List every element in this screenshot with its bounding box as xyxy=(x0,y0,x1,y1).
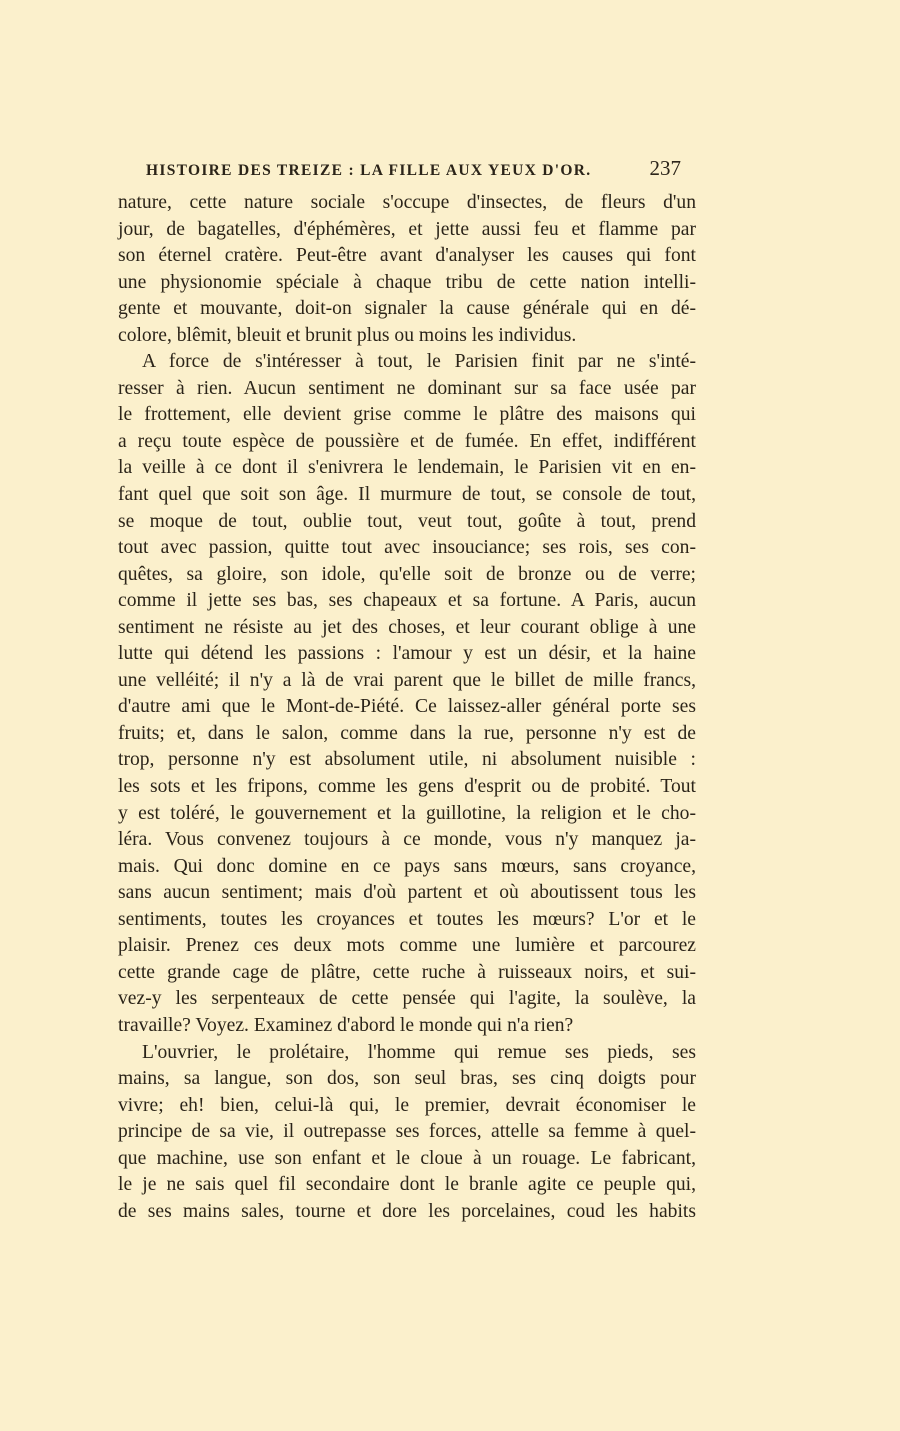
text-line: son éternel cratère. Peut-être avant d'analyser les causes qui font xyxy=(118,245,696,267)
text-line: sentiments, toutes les croyances et toutes les mœurs? L'or et le xyxy=(118,908,696,930)
text-line: le je ne sais quel fil secondaire dont le branle agite ce peuple qui, xyxy=(118,1174,696,1196)
text-line: lutte qui détend les passions : l'amour y est un désir, et la haine xyxy=(118,643,696,665)
running-header xyxy=(146,156,681,186)
text-line: travaille? Voyez. Examinez d'abord le monde qui n'a rien? xyxy=(118,1014,574,1036)
text-line: jour, de bagatelles, d'éphémères, et jette aussi feu et flamme par xyxy=(118,218,696,240)
text-line: que machine, use son enfant et le cloue à un rouage. Le fabricant, xyxy=(118,1147,696,1169)
text-line: une velléité; il n'y a là de vrai parent que le billet de mille francs, xyxy=(118,669,696,691)
text-line: sentiment ne résiste au jet des choses, et leur courant oblige à une xyxy=(118,616,696,638)
text-line: a reçu toute espèce de poussière et de fumée. En effet, indifférent xyxy=(118,430,696,452)
text-line: vivre; eh! bien, celui-là qui, le premier, devrait économiser le xyxy=(118,1094,696,1116)
text-line: fant quel que soit son âge. Il murmure de tout, se console de tout, xyxy=(118,484,696,506)
text-line: de ses mains sales, tourne et dore les porcelaines, coud les habits xyxy=(118,1200,696,1222)
text-line: d'autre ami que le Mont-de-Piété. Ce laissez-aller général porte ses xyxy=(118,696,696,718)
text-line: trop, personne n'y est absolument utile, ni absolument nuisible : xyxy=(118,749,696,771)
text-line: le frottement, elle devient grise comme le plâtre des maisons qui xyxy=(118,404,696,426)
page-number: 237 xyxy=(649,156,681,180)
text-line: mains, sa langue, son dos, son seul bras, ses cinq doigts pour xyxy=(118,1068,696,1090)
text-line: léra. Vous convenez toujours à ce monde, vous n'y manquez ja- xyxy=(118,829,696,851)
text-line: plaisir. Prenez ces deux mots comme une lumière et parcourez xyxy=(118,935,696,957)
text-line: fruits; et, dans le salon, comme dans la rue, personne n'y est de xyxy=(118,722,696,744)
text-line: mais. Qui donc domine en ce pays sans mœurs, sans croyance, xyxy=(118,855,696,877)
text-line: y est toléré, le gouvernement et la guillotine, la religion et le cho- xyxy=(118,802,696,824)
text-line: sans aucun sentiment; mais d'où partent et où aboutissent tous les xyxy=(118,882,696,904)
text-line: se moque de tout, oublie tout, veut tout, goûte à tout, prend xyxy=(118,510,696,532)
text-line: comme il jette ses bas, ses chapeaux et sa fortune. A Paris, aucun xyxy=(118,590,696,612)
text-line: cette grande cage de plâtre, cette ruche à ruisseaux noirs, et sui- xyxy=(118,961,696,983)
text-line: A force de s'intéresser à tout, le Parisien finit par ne s'inté- xyxy=(142,351,696,373)
text-line: gente et mouvante, doit-on signaler la cause générale qui en dé- xyxy=(118,298,696,320)
text-line: les sots et les fripons, comme les gens d'esprit ou de probité. Tout xyxy=(118,776,696,798)
text-line: vez-y les serpenteaux de cette pensée qui l'agite, la soulève, la xyxy=(118,988,696,1010)
text-line: tout avec passion, quitte tout avec insouciance; ses rois, ses con- xyxy=(118,537,696,559)
text-line: la veille à ce dont il s'enivrera le lendemain, le Parisien vit en en- xyxy=(118,457,696,479)
body-text xyxy=(118,190,696,1225)
text-line: colore, blêmit, bleuit et brunit plus ou moins les individus. xyxy=(118,324,577,346)
text-line: resser à rien. Aucun sentiment ne dominant sur sa face usée par xyxy=(118,377,696,399)
text-line: nature, cette nature sociale s'occupe d'insectes, de fleurs d'un xyxy=(118,192,696,213)
text-line: une physionomie spéciale à chaque tribu de cette nation intelli- xyxy=(118,271,696,293)
running-title: HISTOIRE DES TREIZE : LA FILLE AUX YEUX D'OR. xyxy=(146,162,592,179)
text-line: L'ouvrier, le prolétaire, l'homme qui remue ses pieds, ses xyxy=(142,1041,696,1063)
text-line: principe de sa vie, il outrepasse ses forces, attelle sa femme à quel- xyxy=(118,1121,696,1143)
text-line: quêtes, sa gloire, son idole, qu'elle soit de bronze ou de verre; xyxy=(118,563,696,585)
